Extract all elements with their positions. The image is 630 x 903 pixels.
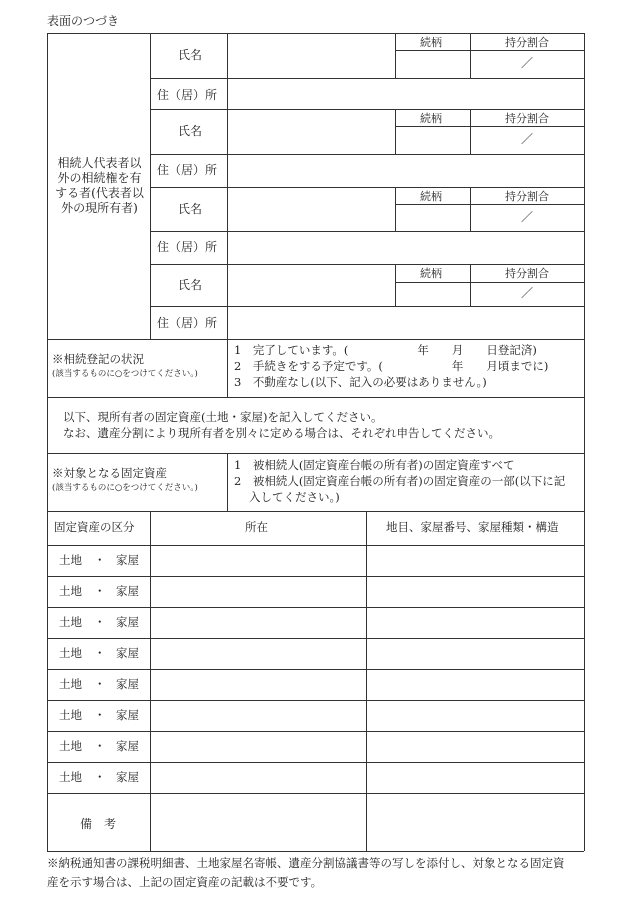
separator-dot: ・ [94,677,106,691]
relation-label: 続柄 [420,36,442,49]
continuation-label: 表面のつづき [47,14,120,28]
row-divider [47,762,584,763]
address-label: 住（居）所 [157,163,218,177]
remarks-label: 備 考 [80,817,117,831]
address-field-3[interactable] [229,233,583,262]
house-option[interactable]: 家屋 [116,584,139,598]
heirs-group-label: 相続人代表者以 外の相続権を有 する者(代表者以 外の現所有者) [55,156,144,215]
address-field-4[interactable] [229,308,583,337]
location-field[interactable] [152,671,364,698]
registration-note: (該当するものに○をつけてください。) [52,369,198,379]
instruction-line-1: 以下、現所有者の固定資産(土地・家屋)を記入してください。 [63,410,383,424]
land-option[interactable]: 土地 [59,646,82,660]
relation-label: 続柄 [420,190,442,203]
details-field[interactable] [368,702,582,729]
share-slash: ／ [521,286,534,300]
registration-option-1[interactable]: 1 完了しています。( 年 月 日登記済) [234,343,537,357]
row-divider [47,607,584,608]
asset-header-location: 所在 [245,520,268,534]
separator-dot: ・ [94,739,106,753]
share-slash: ／ [521,132,534,146]
details-field[interactable] [368,609,582,636]
house-option[interactable]: 家屋 [116,553,139,567]
name-field-3[interactable] [229,189,393,229]
name-field-4[interactable] [229,266,393,304]
land-option[interactable]: 土地 [59,553,82,567]
share-slash: ／ [521,56,534,70]
relation-label: 続柄 [420,267,442,280]
address-field-2[interactable] [229,156,583,185]
details-field[interactable] [368,733,582,760]
share-label: 持分割合 [505,190,549,203]
house-option[interactable]: 家屋 [116,646,139,660]
house-option[interactable]: 家屋 [116,615,139,629]
name-label: 氏名 [178,48,203,62]
address-label: 住（居）所 [157,88,218,102]
name-label: 氏名 [178,278,203,292]
target-option-2[interactable]: 2 被相続人(固定資産台帳の所有者)の固定資産の一部(以下に記 [234,474,566,488]
land-option[interactable]: 土地 [59,739,82,753]
share-slash: ／ [521,210,534,224]
footer-note-line-1: ※納税通知書の課税明細書、土地家屋名寄帳、遺産分割協議書等の写しを添付し、対象となる固定資 [47,856,565,870]
address-label: 住（居）所 [157,316,218,330]
instruction-line-2: なお、遺産分割により現所有者を別々に定める場合は、それぞれ申告してください。 [63,426,500,440]
relation-label: 続柄 [420,112,442,125]
share-label: 持分割合 [505,112,549,125]
separator-dot: ・ [94,615,106,629]
separator-dot: ・ [94,646,106,660]
location-field[interactable] [152,764,364,791]
target-title: ※対象となる固定資産 [52,466,167,480]
details-field[interactable] [368,764,582,791]
details-field[interactable] [368,547,582,574]
target-option-2-cont: 入してください。) [249,490,340,504]
location-field[interactable] [152,547,364,574]
house-option[interactable]: 家屋 [116,708,139,722]
target-note: (該当するものに○をつけてください。) [52,483,198,493]
share-label: 持分割合 [505,267,549,280]
separator-dot: ・ [94,770,106,784]
details-field[interactable] [368,640,582,667]
row-divider [47,638,584,639]
land-option[interactable]: 土地 [59,708,82,722]
address-field-1[interactable] [229,80,583,107]
separator-dot: ・ [94,553,106,567]
address-label: 住（居）所 [157,240,218,254]
row-divider [47,793,584,794]
row-divider [47,669,584,670]
asset-header-category: 固定資産の区分 [54,520,135,534]
location-field[interactable] [152,702,364,729]
row-divider [47,576,584,577]
land-option[interactable]: 土地 [59,677,82,691]
land-option[interactable]: 土地 [59,615,82,629]
remarks-field-location[interactable] [152,796,364,849]
row-divider [47,700,584,701]
separator-dot: ・ [94,584,106,598]
house-option[interactable]: 家屋 [116,677,139,691]
details-field[interactable] [368,578,582,605]
name-label: 氏名 [178,124,203,138]
location-field[interactable] [152,733,364,760]
separator-dot: ・ [94,708,106,722]
registration-option-3[interactable]: 3 不動産なし(以下、記入の必要はありません。) [234,375,487,389]
name-field-1[interactable] [229,35,393,76]
name-field-2[interactable] [229,111,393,152]
row-divider [47,731,584,732]
location-field[interactable] [152,640,364,667]
remarks-field-details[interactable] [368,796,582,849]
name-label: 氏名 [178,202,203,216]
land-option[interactable]: 土地 [59,770,82,784]
land-option[interactable]: 土地 [59,584,82,598]
details-field[interactable] [368,671,582,698]
house-option[interactable]: 家屋 [116,739,139,753]
registration-title: ※相続登記の状況 [52,352,144,366]
share-label: 持分割合 [505,36,549,49]
house-option[interactable]: 家屋 [116,770,139,784]
location-field[interactable] [152,578,364,605]
registration-option-2[interactable]: 2 手続きをする予定です。( 年 月頃までに) [234,359,549,373]
location-field[interactable] [152,609,364,636]
footer-note-line-2: 産を示す場合は、上記の固定資産の記載は不要です。 [47,875,323,889]
asset-header-details: 地目、家屋番号、家屋種類・構造 [386,520,559,534]
target-option-1[interactable]: 1 被相続人(固定資産台帳の所有者)の固定資産すべて [234,458,515,472]
